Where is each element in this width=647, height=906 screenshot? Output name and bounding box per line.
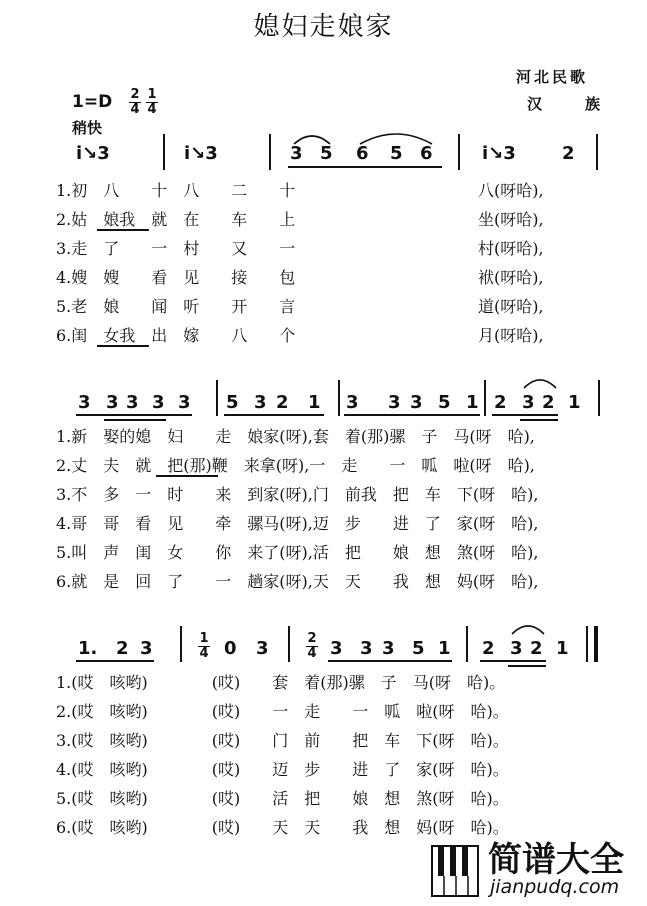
- barline: [288, 626, 290, 662]
- lyric-ending-1: 八(呀哈),: [478, 181, 544, 200]
- lyric-verse-1: 1.(哎 咳哟) (哎) 套 着(那)骡 子 马(呀 哈)。: [56, 673, 506, 692]
- beam-underline: [480, 660, 546, 662]
- key-signature: 1=D: [72, 92, 113, 112]
- note: 5: [438, 392, 451, 413]
- lyric-verse-5: 5.(哎 咳哟) (哎) 活 把 娘 想 煞(呀 哈)。: [56, 789, 509, 808]
- watermark-brand: 简谱大全: [488, 840, 624, 880]
- note: 5: [412, 638, 425, 659]
- note: 3: [410, 392, 423, 413]
- lyric-ending-6: 月(呀哈),: [478, 326, 544, 345]
- note: 2: [542, 392, 555, 413]
- note: 3: [360, 638, 373, 659]
- slur-mark: [510, 620, 546, 636]
- barline: [596, 134, 598, 170]
- note: 2: [494, 392, 507, 413]
- lyric-verse-4: 4.哥 哥 看 见 牵 骡马(呀),迈 步 进 了 家(呀 哈),: [56, 514, 539, 533]
- lyric-verse-6: 6.(哎 咳哟) (哎) 天 天 我 想 妈(呀 哈)。: [56, 818, 509, 837]
- beam-underline: [344, 414, 480, 416]
- note-group: i̇↘3: [482, 143, 516, 164]
- note: 3: [382, 638, 395, 659]
- lyric-ending-3: 村(呀哈),: [478, 239, 544, 258]
- note-group: i̇↘3: [184, 143, 218, 164]
- time-signature-change: 1 4: [199, 631, 209, 661]
- note-group: i̇↘3: [76, 143, 110, 164]
- lyric-verse-4: 4.嫂 嫂 看 见 接 包: [56, 268, 296, 287]
- beam-underline: [288, 166, 442, 168]
- note: 3: [290, 143, 303, 164]
- barline: [484, 380, 486, 416]
- note: 3: [330, 638, 343, 659]
- note: 3: [522, 392, 535, 413]
- barline: [466, 626, 468, 662]
- lyric-verse-3: 3.不 多 一 时 来 到家(呀),门 前我 把 车 下(呀 哈),: [56, 485, 539, 504]
- final-barline-thin: [586, 626, 588, 662]
- note: 1: [308, 392, 321, 413]
- piano-keys-icon: [430, 836, 482, 900]
- note: 1: [466, 392, 479, 413]
- lyric-verse-5: 5.老 娘 闻 听 开 言: [56, 297, 296, 316]
- beam-underline: [76, 660, 154, 662]
- note: 3: [126, 392, 139, 413]
- lyric-verse-4: 4.(哎 咳哟) (哎) 迈 步 进 了 家(呀 哈)。: [56, 760, 509, 779]
- lyric-ending-4: 袱(呀哈),: [478, 268, 544, 287]
- time-signature-change: 2 4: [307, 631, 317, 661]
- slur-mark: [522, 374, 558, 390]
- note: 3: [346, 392, 359, 413]
- note: 1: [556, 638, 569, 659]
- beam-underline: [492, 414, 558, 416]
- note: 5: [226, 392, 239, 413]
- lyric-verse-2: 2.丈 夫 就 把(那)鞭 来拿(呀),一 走 一 呱 啦(呀 哈),: [56, 456, 535, 475]
- lyric-underline: [97, 345, 149, 347]
- lyric-underline: [97, 229, 149, 231]
- note: 3: [388, 392, 401, 413]
- beam-underline: [224, 414, 324, 416]
- tempo-marking: 稍快: [72, 119, 103, 137]
- barline: [338, 380, 340, 416]
- note: 2: [562, 143, 575, 164]
- slur-mark: [292, 130, 332, 146]
- beam-underline: [76, 414, 192, 416]
- note: 1: [568, 392, 581, 413]
- song-origin: 河北民歌: [516, 68, 589, 86]
- lyric-verse-1: 1.初 八 十 八 二 十: [56, 181, 296, 200]
- note: 3: [140, 638, 153, 659]
- lyric-verse-3: 3.(哎 咳哟) (哎) 门 前 把 车 下(呀 哈)。: [56, 731, 509, 750]
- note: 3: [256, 638, 269, 659]
- note: 1: [438, 638, 451, 659]
- note: 6: [356, 143, 369, 164]
- note: 3: [178, 392, 191, 413]
- note: 2: [482, 638, 495, 659]
- lyric-verse-5: 5.叫 声 闺 女 你 来了(呀),活 把 娘 想 煞(呀 哈),: [56, 543, 539, 562]
- beam-underline: [520, 419, 558, 421]
- lyric-verse-3: 3.走 了 一 村 又 一: [56, 239, 296, 258]
- barline: [598, 380, 600, 416]
- time-signature-second: 1 4: [147, 87, 157, 117]
- lyric-underline: [156, 475, 218, 477]
- note: 3: [254, 392, 267, 413]
- beam-underline: [104, 419, 166, 421]
- lyric-ending-2: 坐(呀哈),: [478, 210, 544, 229]
- note: 3: [78, 392, 91, 413]
- barline: [163, 134, 165, 170]
- note: 5: [320, 143, 333, 164]
- note: 2: [116, 638, 129, 659]
- beam-underline: [508, 665, 546, 667]
- note: 3: [152, 392, 165, 413]
- time-signature-first: 2 4: [130, 87, 140, 117]
- lyric-verse-1: 1.新 娶的媳 妇 走 娘家(呀),套 着(那)骡 子 马(呀 哈),: [56, 427, 535, 446]
- beam-underline: [328, 660, 452, 662]
- barline: [180, 626, 182, 662]
- song-title: 媳妇走娘家: [253, 12, 394, 42]
- note: 5: [390, 143, 403, 164]
- lyric-verse-2: 2.(哎 咳哟) (哎) 一 走 一 呱 啦(呀 哈)。: [56, 702, 509, 721]
- note: 2: [530, 638, 543, 659]
- barline: [269, 134, 271, 170]
- lyric-verse-6: 6.闺 女我 出 嫁 八 个: [56, 326, 296, 345]
- slur-mark: [358, 128, 434, 146]
- note: 6: [420, 143, 433, 164]
- barline: [216, 380, 218, 416]
- watermark-url: jianpudq.com: [490, 876, 620, 898]
- barline: [458, 134, 460, 170]
- note: 3: [510, 638, 523, 659]
- lyric-ending-5: 道(呀哈),: [478, 297, 544, 316]
- note: 2: [276, 392, 289, 413]
- lyric-verse-6: 6.就 是 回 了 一 趟家(呀),天 天 我 想 妈(呀 哈),: [56, 572, 539, 591]
- final-barline-thick: [594, 626, 598, 662]
- rest: 0: [224, 638, 237, 659]
- note: 1.: [78, 638, 98, 659]
- note: 3: [106, 392, 119, 413]
- lyric-verse-2: 2.姑 娘我 就 在 车 上: [56, 210, 296, 229]
- song-ethnicity: 汉 族: [527, 95, 615, 113]
